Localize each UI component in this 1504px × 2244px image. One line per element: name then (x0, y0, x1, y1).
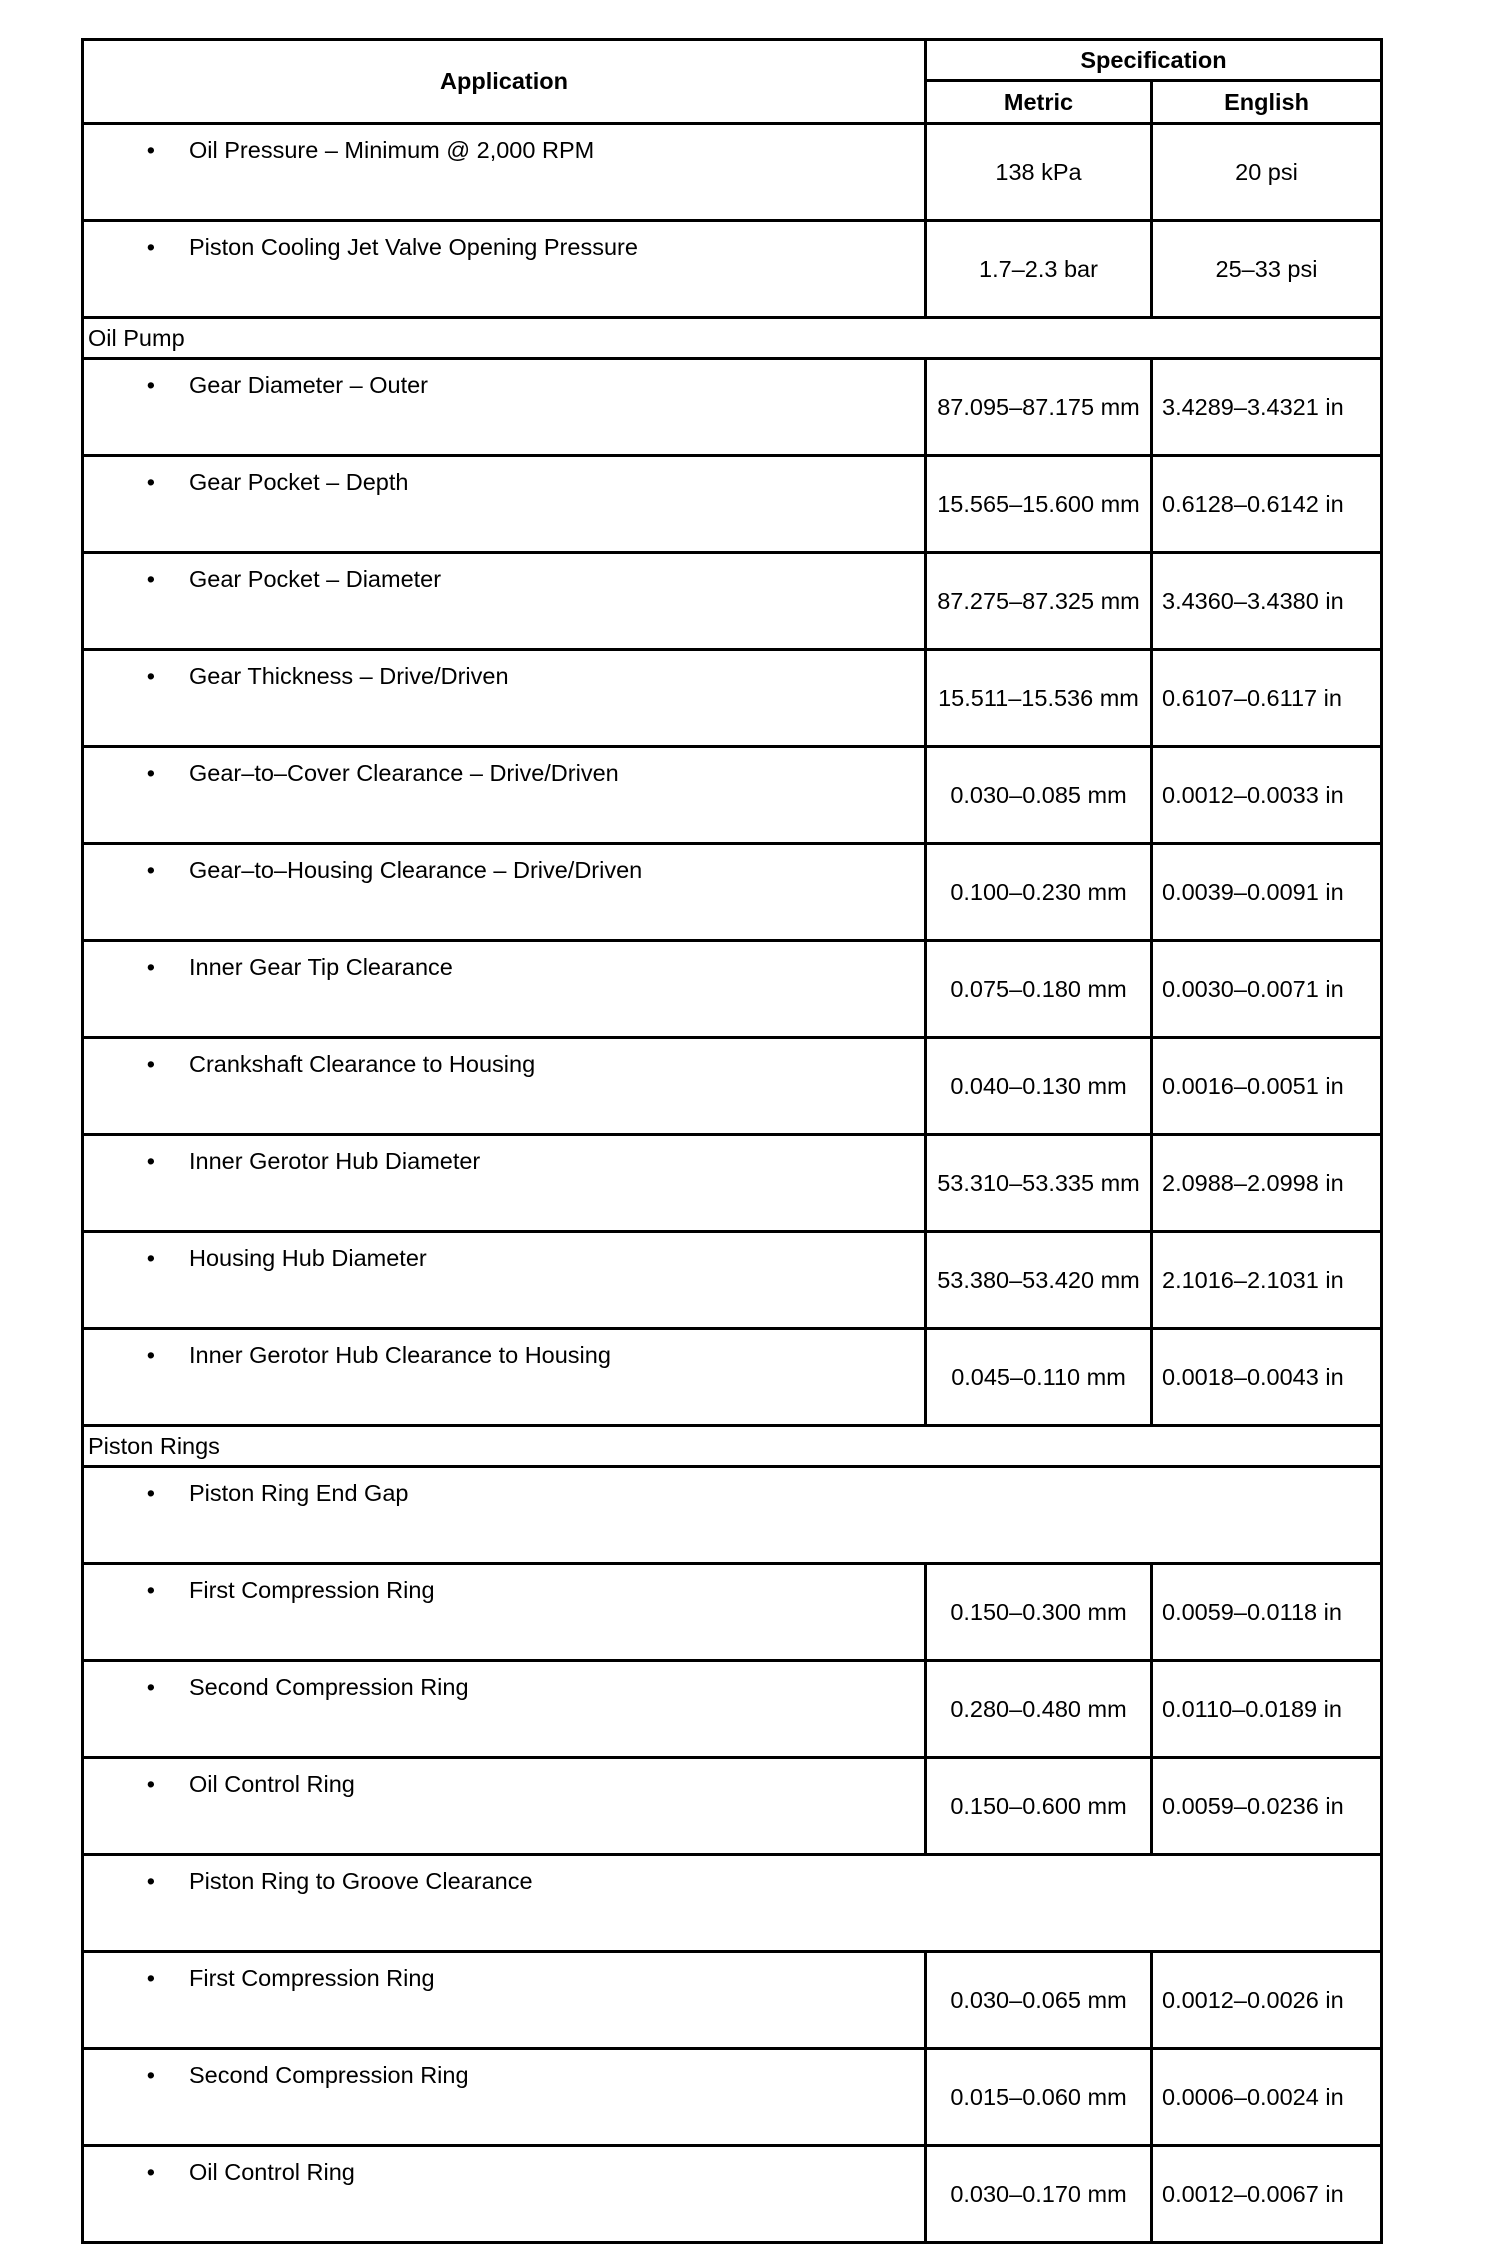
table-row (83, 124, 1382, 221)
english-value: 0.0012–0.0026 in (1152, 1952, 1382, 2049)
metric-value: 0.015–0.060 mm (926, 2049, 1152, 2146)
english-value: 0.0059–0.0236 in (1152, 1758, 1382, 1855)
application-label: Housing Hub Diameter (189, 1245, 427, 1271)
application-label: Gear Pocket – Depth (189, 469, 409, 495)
metric-value: 87.095–87.175 mm (926, 359, 1152, 456)
bullet-icon: • (146, 2062, 155, 2088)
metric-value: 0.075–0.180 mm (926, 941, 1152, 1038)
application-cell (83, 221, 926, 318)
application-cell (83, 1135, 926, 1232)
metric-value: 138 kPa (926, 124, 1152, 221)
table-row (83, 456, 1382, 553)
metric-value: 0.280–0.480 mm (926, 1661, 1152, 1758)
bullet-icon: • (146, 857, 155, 883)
table-row (83, 1038, 1382, 1135)
bullet-icon: • (146, 469, 155, 495)
english-value: 0.0006–0.0024 in (1152, 2049, 1382, 2146)
english-value: 0.0110–0.0189 in (1152, 1661, 1382, 1758)
application-cell (83, 1952, 926, 2049)
metric-value: 53.310–53.335 mm (926, 1135, 1152, 1232)
application-cell (83, 553, 926, 650)
metric-value: 53.380–53.420 mm (926, 1232, 1152, 1329)
application-label: Inner Gerotor Hub Clearance to Housing (189, 1342, 611, 1368)
header-english: English (1152, 81, 1382, 124)
application-label: First Compression Ring (189, 1577, 435, 1603)
english-value: 25–33 psi (1152, 221, 1382, 318)
metric-value: 0.030–0.085 mm (926, 747, 1152, 844)
application-cell (83, 1564, 926, 1661)
application-label: Second Compression Ring (189, 1674, 469, 1700)
section-label: Piston Rings (83, 1426, 1382, 1467)
table-row (83, 1135, 1382, 1232)
bullet-icon: • (146, 372, 155, 398)
application-cell (83, 1038, 926, 1135)
english-value: 0.6128–0.6142 in (1152, 456, 1382, 553)
bullet-icon: • (146, 1480, 155, 1506)
application-cell (83, 650, 926, 747)
table-row (83, 2049, 1382, 2146)
bullet-icon: • (146, 566, 155, 592)
english-value: 3.4360–3.4380 in (1152, 553, 1382, 650)
english-value: 0.0012–0.0067 in (1152, 2146, 1382, 2243)
table-row (83, 1564, 1382, 1661)
application-label: Inner Gear Tip Clearance (189, 954, 453, 980)
section-row (83, 1426, 1382, 1467)
application-cell (83, 1232, 926, 1329)
bullet-icon: • (146, 1868, 155, 1894)
metric-value: 0.030–0.065 mm (926, 1952, 1152, 2049)
bullet-icon: • (146, 954, 155, 980)
table-row (83, 1329, 1382, 1426)
application-cell (83, 2049, 926, 2146)
section-row (83, 318, 1382, 359)
application-cell (83, 1855, 1382, 1952)
metric-value: 15.511–15.536 mm (926, 650, 1152, 747)
application-cell (83, 1758, 926, 1855)
application-label: Crankshaft Clearance to Housing (189, 1051, 536, 1077)
specification-table (81, 38, 1383, 2244)
application-label: First Compression Ring (189, 1965, 435, 1991)
table-row (83, 747, 1382, 844)
subheading-row (83, 1467, 1382, 1564)
application-cell (83, 1661, 926, 1758)
english-value: 0.0030–0.0071 in (1152, 941, 1382, 1038)
bullet-icon: • (146, 1051, 155, 1077)
metric-value: 0.150–0.300 mm (926, 1564, 1152, 1661)
bullet-icon: • (146, 760, 155, 786)
application-label: Oil Control Ring (189, 2159, 355, 2185)
table-row (83, 553, 1382, 650)
application-label: Gear–to–Cover Clearance – Drive/Driven (189, 760, 619, 786)
bullet-icon: • (146, 234, 155, 260)
table-body (83, 124, 1382, 2243)
bullet-icon: • (146, 1148, 155, 1174)
bullet-icon: • (146, 1965, 155, 1991)
application-label: Gear–to–Housing Clearance – Drive/Driven (189, 857, 643, 883)
bullet-icon: • (146, 1342, 155, 1368)
english-value: 0.6107–0.6117 in (1152, 650, 1382, 747)
english-value: 0.0039–0.0091 in (1152, 844, 1382, 941)
subheading-row (83, 1855, 1382, 1952)
application-cell (83, 747, 926, 844)
english-value: 3.4289–3.4321 in (1152, 359, 1382, 456)
bullet-icon: • (146, 1245, 155, 1271)
bullet-icon: • (146, 1771, 155, 1797)
application-label: Piston Ring to Groove Clearance (189, 1868, 533, 1894)
table-row (83, 1952, 1382, 2049)
table-row (83, 1232, 1382, 1329)
metric-value: 0.040–0.130 mm (926, 1038, 1152, 1135)
application-label: Piston Cooling Jet Valve Opening Pressure (189, 234, 638, 260)
application-cell (83, 941, 926, 1038)
bullet-icon: • (146, 137, 155, 163)
bullet-icon: • (146, 1674, 155, 1700)
application-label: Gear Pocket – Diameter (189, 566, 442, 592)
metric-value: 0.100–0.230 mm (926, 844, 1152, 941)
english-value: 2.1016–2.1031 in (1152, 1232, 1382, 1329)
header-specification: Specification (926, 40, 1382, 81)
application-cell (83, 359, 926, 456)
application-label: Oil Pressure – Minimum @ 2,000 RPM (189, 137, 595, 163)
table-row (83, 941, 1382, 1038)
table-row (83, 1661, 1382, 1758)
application-label: Gear Diameter – Outer (189, 372, 429, 398)
table-row (83, 650, 1382, 747)
application-cell (83, 1467, 1382, 1564)
metric-value: 87.275–87.325 mm (926, 553, 1152, 650)
application-cell (83, 1329, 926, 1426)
english-value: 0.0016–0.0051 in (1152, 1038, 1382, 1135)
application-label: Oil Control Ring (189, 1771, 355, 1797)
metric-value: 0.030–0.170 mm (926, 2146, 1152, 2243)
english-value: 0.0059–0.0118 in (1152, 1564, 1382, 1661)
metric-value: 15.565–15.600 mm (926, 456, 1152, 553)
application-cell (83, 456, 926, 553)
header-metric: Metric (926, 81, 1152, 124)
table-row (83, 1758, 1382, 1855)
application-cell (83, 844, 926, 941)
application-cell (83, 124, 926, 221)
application-label: Gear Thickness – Drive/Driven (189, 663, 509, 689)
table-row (83, 221, 1382, 318)
header-application: Application (83, 40, 926, 124)
section-label: Oil Pump (83, 318, 1382, 359)
application-label: Piston Ring End Gap (189, 1480, 409, 1506)
english-value: 2.0988–2.0998 in (1152, 1135, 1382, 1232)
english-value: 0.0018–0.0043 in (1152, 1329, 1382, 1426)
table-row (83, 359, 1382, 456)
application-label: Inner Gerotor Hub Diameter (189, 1148, 481, 1174)
english-value: 20 psi (1152, 124, 1382, 221)
metric-value: 0.045–0.110 mm (926, 1329, 1152, 1426)
application-cell (83, 2146, 926, 2243)
table-row (83, 2146, 1382, 2243)
metric-value: 1.7–2.3 bar (926, 221, 1152, 318)
english-value: 0.0012–0.0033 in (1152, 747, 1382, 844)
application-label: Second Compression Ring (189, 2062, 469, 2088)
bullet-icon: • (146, 1577, 155, 1603)
bullet-icon: • (146, 663, 155, 689)
bullet-icon: • (146, 2159, 155, 2185)
metric-value: 0.150–0.600 mm (926, 1758, 1152, 1855)
table-row (83, 844, 1382, 941)
